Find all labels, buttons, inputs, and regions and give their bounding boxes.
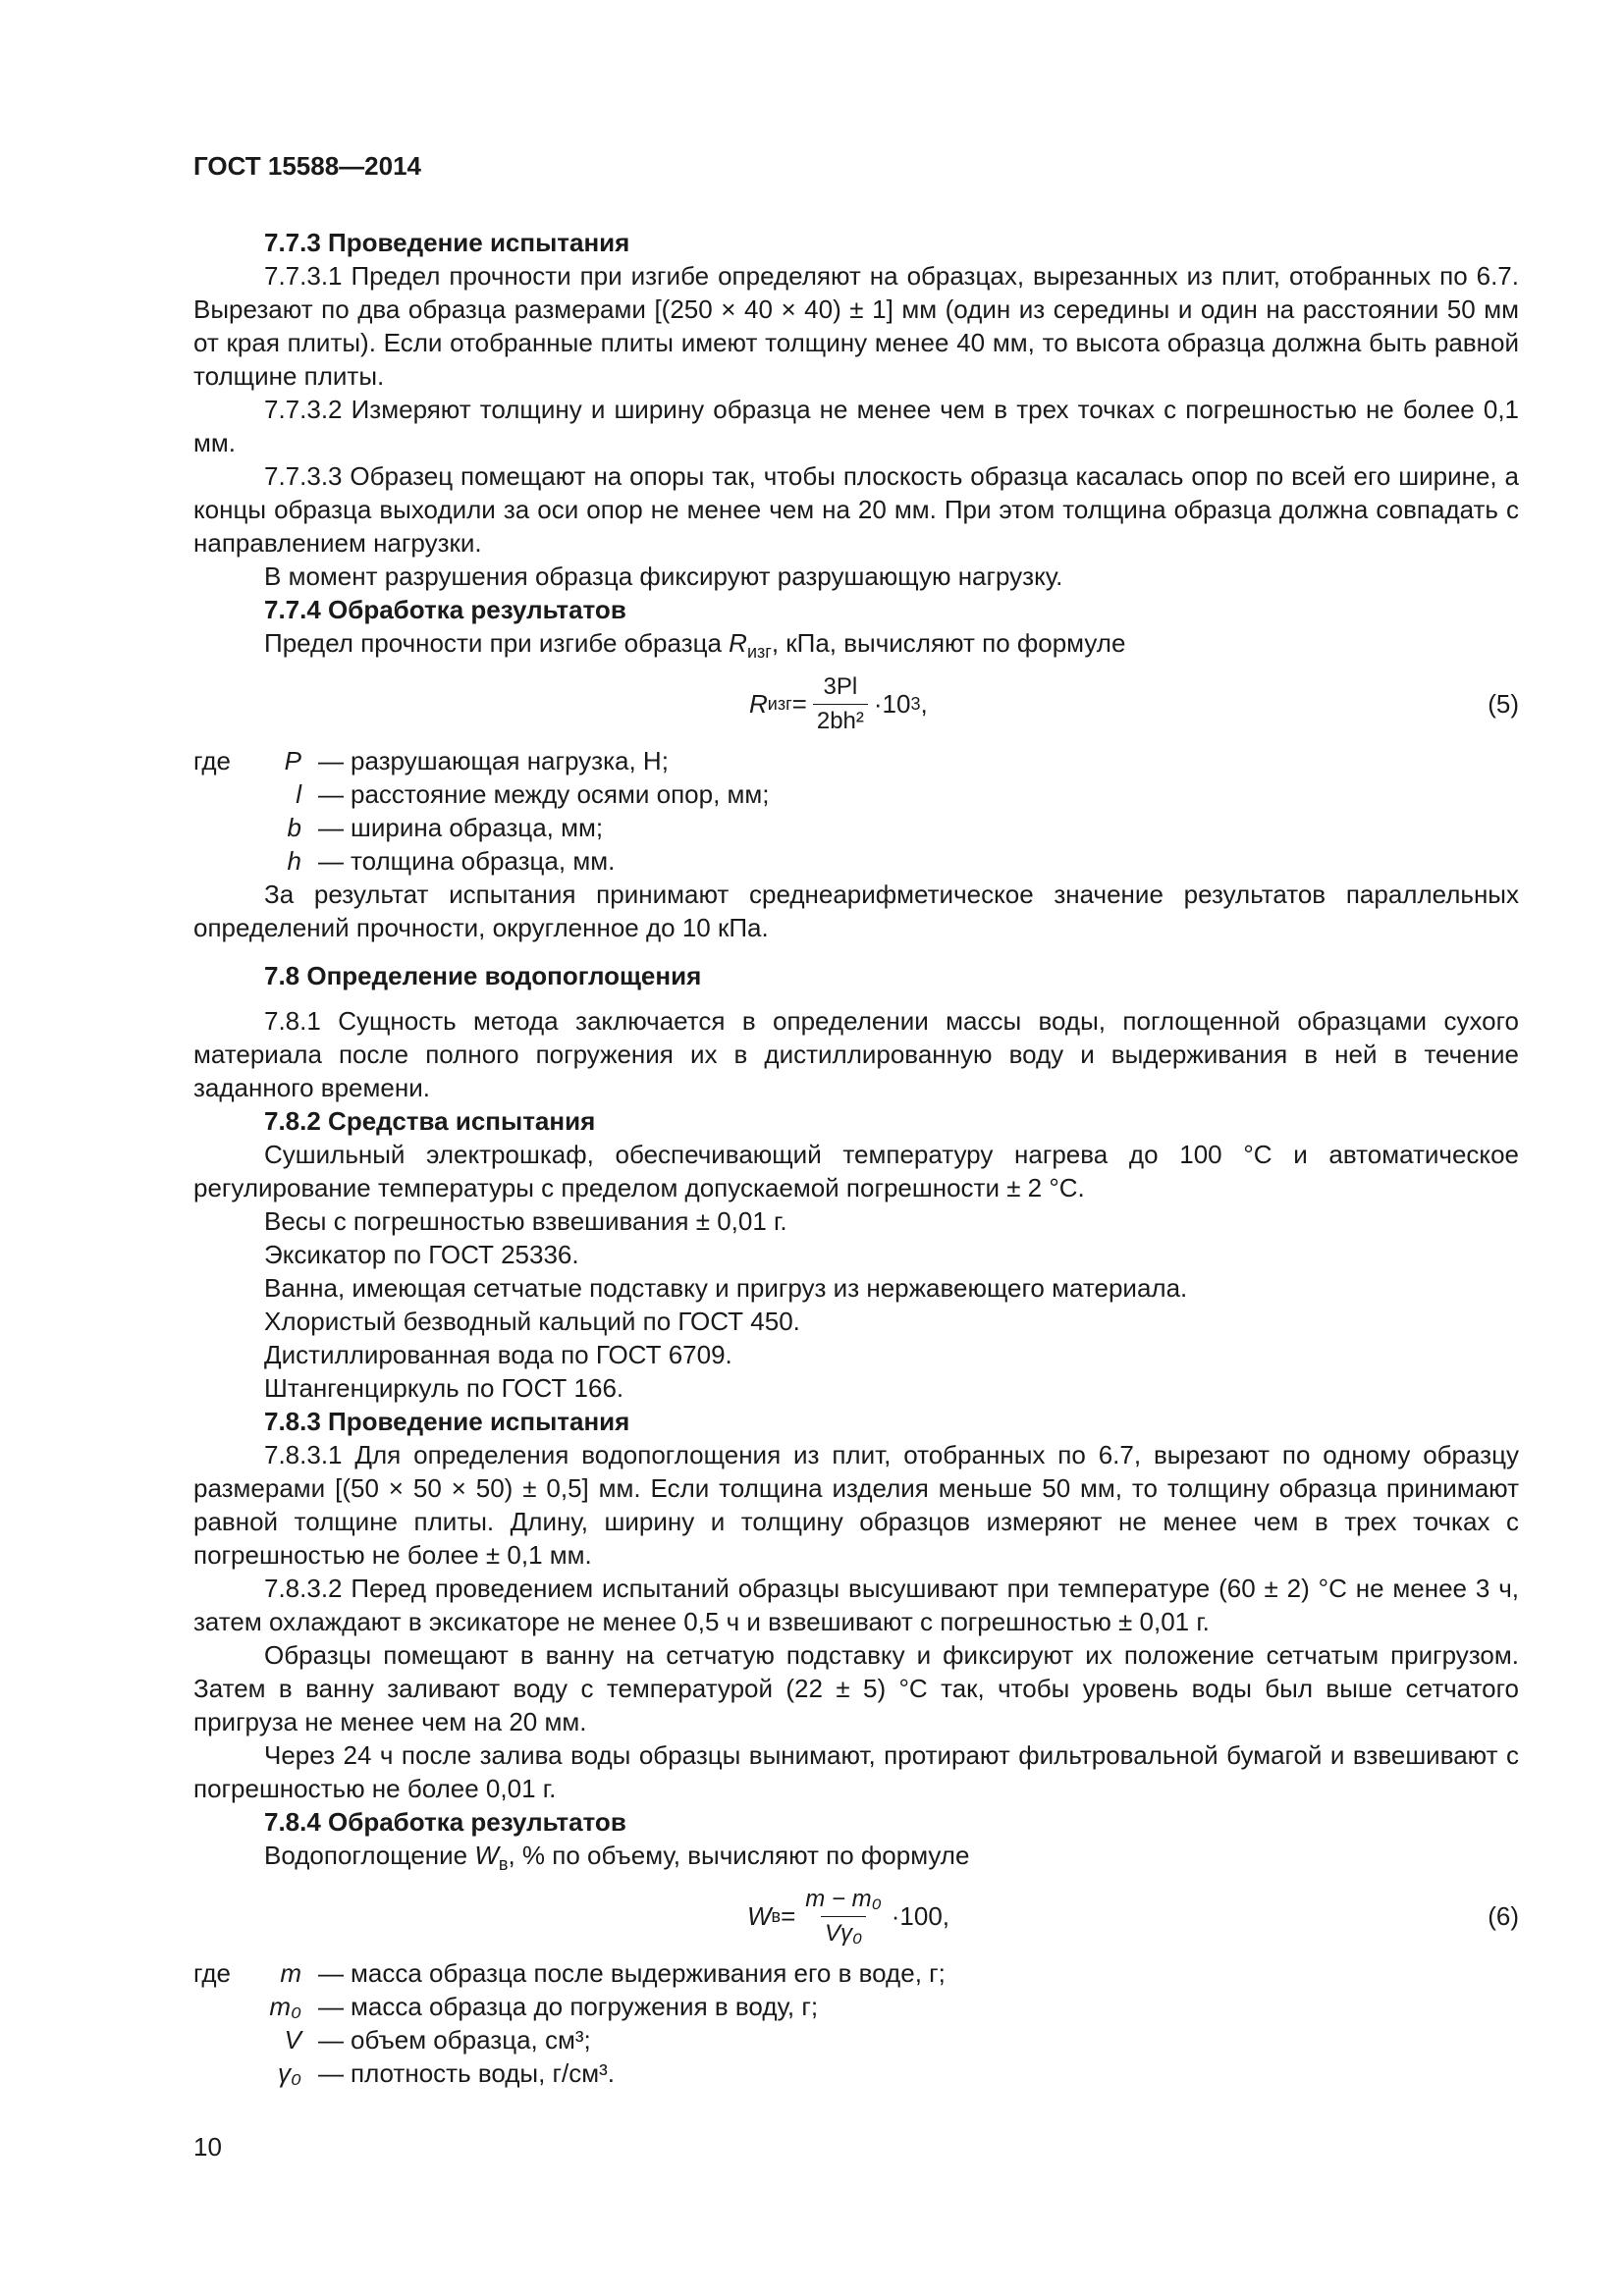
legend-symbol: b bbox=[287, 813, 301, 842]
paragraph-7-8-3-2-cont2: Через 24 ч после залива воды образцы вынимают, протирают фильтровальной бумагой и взвешивают с погрешностью не более 0,01 г. bbox=[193, 1740, 1519, 1803]
legend-description: ширина образца, мм; bbox=[351, 813, 604, 842]
section-heading-7-8-4: 7.8.4 Обработка результатов bbox=[264, 1807, 626, 1837]
document-body bbox=[193, 226, 1519, 2090]
section-heading-7-7-3: 7.7.3 Проведение испытания bbox=[264, 228, 630, 257]
list-item: Штангенциркуль по ГОСТ 166. bbox=[264, 1373, 624, 1403]
list-item: Дистиллированная вода по ГОСТ 6709. bbox=[264, 1340, 732, 1369]
list-item: Хлористый безводный кальций по ГОСТ 450. bbox=[264, 1307, 800, 1336]
paragraph-7-8-3-1: 7.8.3.1 Для определения водопоглощения из плит, отобранных по 6.7, вырезают по одному образцу размерами [(50 × 50 × 50) ± 0,5] мм. Если толщина изделия меньше 50 мм, то толщину образца принимают равной толщине плиты. Длину, ширину и толщину образцов измеряют не менее чем в трех точках с погрешностью не более ± 0,1 мм. bbox=[193, 1440, 1519, 1570]
paragraph-7-7-3-3-cont: В момент разрушения образца фиксируют разрушающую нагрузку. bbox=[264, 561, 1063, 591]
formula-intro-6: Водопоглощение $W_в$, % по объему, вычисляют по формуле bbox=[264, 1841, 970, 1875]
legend-description: расстояние между осями опор, мм; bbox=[351, 779, 770, 809]
fraction: $\frac{\text{m − m₀}}{\text{Vγ₀}}$ bbox=[805, 1885, 882, 1947]
legend-6: где m — масса образца после выдерживания его в воде, г; m₀ — масса образца до погружения в воду, г; V — объем образца, см³; γ₀ — плотность воды, г/см³. bbox=[193, 1956, 1519, 2090]
formula-6 bbox=[193, 1876, 1519, 1956]
equation-number-5: (5) bbox=[1488, 689, 1519, 719]
list-item: Весы с погрешностью взвешивания ± 0,01 г. bbox=[264, 1206, 787, 1236]
paragraph-7-8-3-2-cont: Образцы помещают в ванну на сетчатую подставку и фиксируют их положение сетчатым пригрузом. Затем в ванну заливают воду с температурой (22 ± 5) °С так, чтобы уровень воды был выше сетчатого пригруза не менее чем на 20 мм. bbox=[193, 1640, 1519, 1736]
document-header: ГОСТ 15588—2014 bbox=[193, 151, 421, 181]
legend-description: плотность воды, г/см³. bbox=[351, 2058, 616, 2088]
section-heading-7-7-4: 7.7.4 Обработка результатов bbox=[264, 595, 626, 624]
legend-symbol: h bbox=[287, 846, 301, 876]
page-number: 10 bbox=[193, 2132, 222, 2162]
section-heading-7-8-2: 7.8.2 Средства испытания bbox=[264, 1106, 596, 1136]
fraction: $\frac{3Pl}{\text{2bh²}}$ bbox=[813, 672, 868, 736]
formula-5-expression: R изг = $\frac{3Pl}{\text{2bh²}}$ ·10 3 , bbox=[749, 672, 928, 734]
legend-symbol: m₀ bbox=[269, 1992, 301, 2021]
legend-description: разрушающая нагрузка, Н; bbox=[351, 746, 669, 775]
legend-5: где P — разрушающая нагрузка, Н; l — расстояние между осями опор, мм; b — ширина образца, мм; h — толщина образца, мм. bbox=[193, 744, 1519, 878]
list-item: Сушильный электрошкаф, обеспечивающий температуру нагрева до 100 °С и автоматическое регулирование температуры с пределом допускаемой погрешности ± 2 °С. bbox=[193, 1140, 1519, 1202]
paragraph-7-7-3-2: 7.7.3.2 Измеряют толщину и ширину образца не менее чем в трех точках с погрешностью не более 0,1 мм. bbox=[193, 395, 1519, 457]
paragraph-7-8-3-2: 7.8.3.2 Перед проведением испытаний образцы высушивают при температуре (60 ± 2) °С не менее 3 ч, затем охлаждают в эксикаторе не менее 0,5 ч и взвешивают с погрешностью ± 0,01 г. bbox=[193, 1574, 1519, 1636]
legend-symbol: где m bbox=[193, 1958, 301, 1988]
legend-symbol: V bbox=[284, 2025, 301, 2055]
legend-symbol: l bbox=[296, 779, 301, 809]
legend-description: толщина образца, мм. bbox=[351, 846, 616, 876]
section-heading-7-8: 7.8 Определение водопоглощения bbox=[264, 961, 702, 990]
legend-description: объем образца, см³; bbox=[351, 2025, 591, 2055]
paragraph-7-8-1: 7.8.1 Сущность метода заключается в определении массы воды, поглощенной образцами сухого материала после полного погружения их в дистиллированную воду и выдерживания в ней в течение заданного времени. bbox=[193, 1006, 1519, 1102]
legend-description: масса образца после выдерживания его в воде, г; bbox=[351, 1958, 946, 1988]
formula-5 bbox=[193, 664, 1519, 744]
paragraph-7-7-3-3: 7.7.3.3 Образец помещают на опоры так, чтобы плоскость образца касалась опор по всей его ширине, а концы образца выходили за оси опор не менее чем на 20 мм. При этом толщина образца должна совпадать с направлением нагрузки. bbox=[193, 461, 1519, 558]
paragraph-result-7-7-4: За результат испытания принимают среднеарифметическое значение результатов параллельных определений прочности, округленное до 10 кПа. bbox=[193, 880, 1519, 942]
equation-number-6: (6) bbox=[1488, 1901, 1519, 1931]
formula-intro-5: Предел прочности при изгибе образца $R_{изг}$, кПа, вычисляют по формуле bbox=[264, 628, 1126, 663]
list-item: Ванна, имеющая сетчатые подставку и пригруз из нержавеющего материала. bbox=[264, 1273, 1188, 1303]
list-item: Эксикатор по ГОСТ 25336. bbox=[264, 1240, 579, 1269]
legend-symbol: где P bbox=[193, 746, 301, 775]
legend-symbol: γ₀ bbox=[278, 2058, 301, 2088]
section-heading-7-8-3: 7.8.3 Проведение испытания bbox=[264, 1407, 630, 1436]
formula-6-expression: W в = $\frac{\text{m − m₀}}{\text{Vγ₀}}$ ·100 , bbox=[747, 1885, 950, 1947]
legend-description: масса образца до погружения в воду, г; bbox=[351, 1992, 819, 2021]
paragraph-7-7-3-1: 7.7.3.1 Предел прочности при изгибе определяют на образцах, вырезанных из плит, отобранных по 6.7. Вырезают по два образца размерами [(250 × 40 × 40) ± 1] мм (один из середины и один на расстоянии 50 мм от края плиты). Если отобранные плиты имеют толщину менее 40 мм, то высота образца должна быть равной толщине плиты. bbox=[193, 261, 1519, 391]
